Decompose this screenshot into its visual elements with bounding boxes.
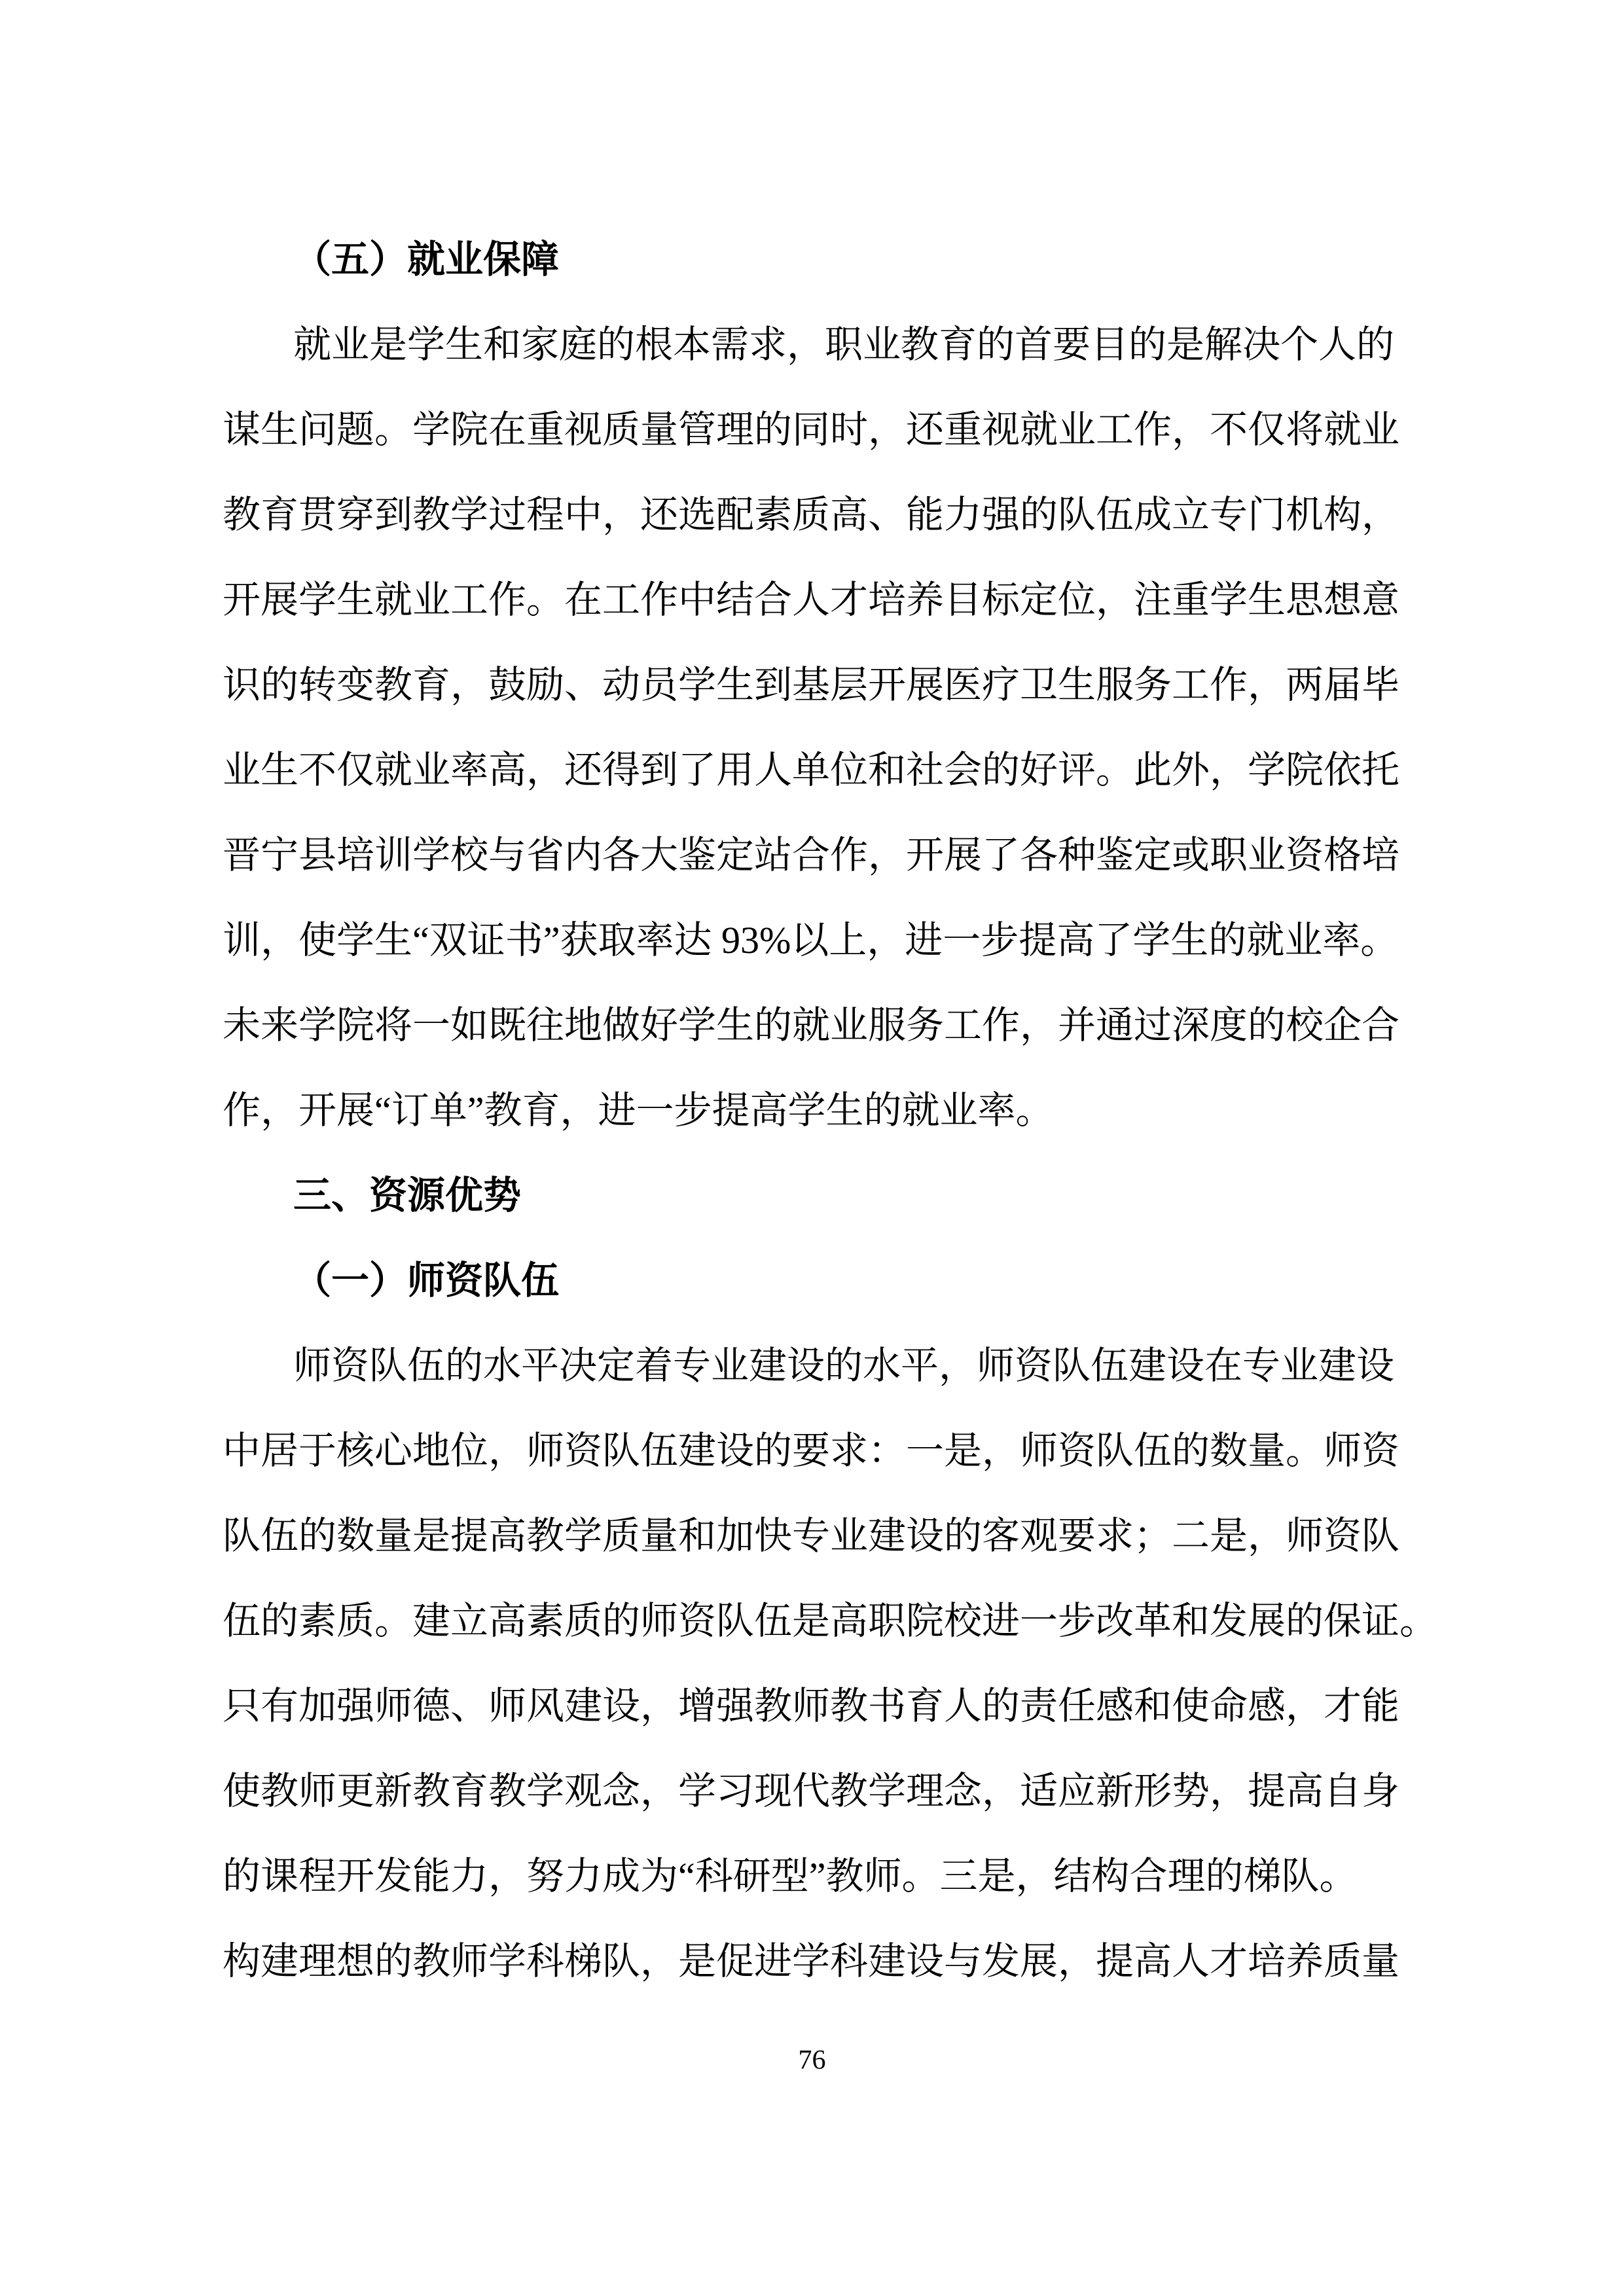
body-text-line: 晋宁县培训学校与省内各大鉴定站合作，开展了各种鉴定或职业资格培 (223, 834, 1400, 876)
body-text-line: 未来学院将一如既往地做好学生的就业服务工作，并通过深度的校企合 (223, 1004, 1400, 1047)
body-text-line: 师资队伍的水平决定着专业建设的水平，师资队伍建设在专业建设 (293, 1344, 1395, 1387)
body-text-line: 业生不仅就业率高，还得到了用人单位和社会的好评。此外，学院依托 (223, 749, 1400, 791)
body-text-line: 识的转变教育，鼓励、动员学生到基层开展医疗卫生服务工作，两届毕 (223, 664, 1400, 706)
body-text-line: 队伍的数量是提高教学质量和加快专业建设的客观要求；二是，师资队 (223, 1515, 1400, 1557)
body-text-line: 训，使学生“双证书”获取率达 93%以上，进一步提高了学生的就业率。 (223, 919, 1399, 961)
body-text-line: 只有加强师德、师风建设，增强教师教书育人的责任感和使命感，才能 (223, 1685, 1400, 1727)
page-footer (0, 2043, 1624, 2077)
body-text-line: 谋生问题。学院在重视质量管理的同时，还重视就业工作，不仅将就业 (223, 408, 1400, 451)
body-text-line: 开展学生就业工作。在工作中结合人才培养目标定位，注重学生思想意 (223, 579, 1400, 621)
heading-line: 三、资源优势 (293, 1174, 522, 1217)
body-text-line: 伍的素质。建立高素质的师资队伍是高职院校进一步改革和发展的保证。 (223, 1600, 1438, 1642)
body-text-line: 作，开展“订单”教育，进一步提高学生的就业率。 (223, 1089, 1054, 1132)
heading-line: （五）就业保障 (293, 238, 560, 281)
body-text-line: 使教师更新教育教学观念，学习现代教学理念，适应新形势，提高自身 (223, 1770, 1400, 1812)
body-text-line: 构建理想的教师学科梯队，是促进学科建设与发展，提高人才培养质量 (223, 1940, 1400, 1982)
body-text-line: 中居于核心地位，师资队伍建设的要求：一是，师资队伍的数量。师资 (223, 1429, 1400, 1472)
body-text-line: 教育贯穿到教学过程中，还选配素质高、能力强的队伍成立专门机构， (223, 493, 1400, 536)
page-number: 76 (798, 2045, 826, 2075)
document-content (223, 217, 1451, 2004)
body-text-line: 就业是学生和家庭的根本需求，职业教育的首要目的是解决个人的 (293, 323, 1395, 366)
heading-line: （一）师资队伍 (293, 1259, 560, 1302)
body-text-line: 的课程开发能力，努力成为“科研型”教师。三是，结构合理的梯队。 (223, 1855, 1358, 1897)
